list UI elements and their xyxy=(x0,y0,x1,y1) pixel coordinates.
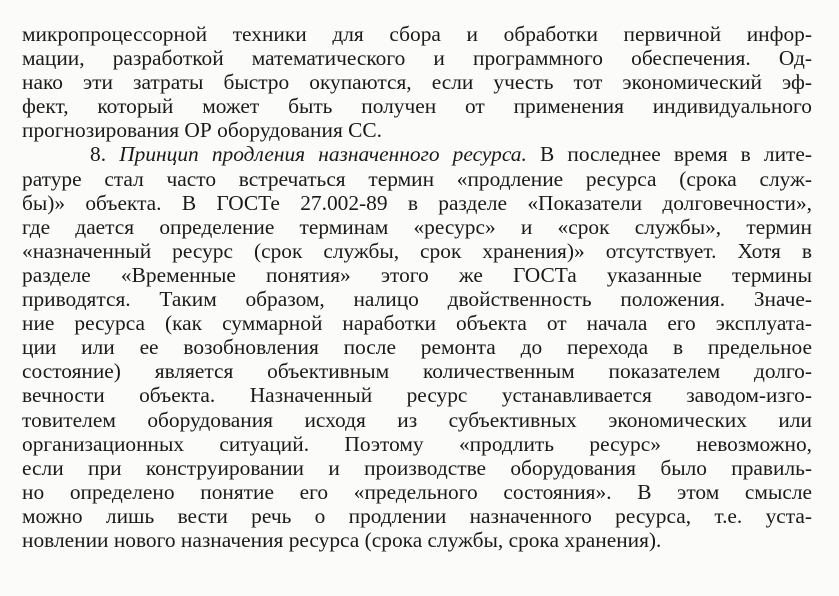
first-line-rest: В последнее время в лите- xyxy=(539,142,812,167)
paragraph-first-line xyxy=(22,142,812,166)
text-line: если при конструировании и производстве оборудования было правиль- xyxy=(22,455,812,480)
text-line: ции или ее возобновления после ремонта до перехода в предельное xyxy=(22,335,812,360)
item-number: 8. xyxy=(90,142,107,167)
text-line: фект, который может быть получен от применения индивидуального xyxy=(22,94,812,119)
text-line: но определено понятие его «предельного состояния». В этом смысле xyxy=(22,479,812,504)
text-line: организационных ситуаций. Поэтому «продлить ресурс» невозможно, xyxy=(22,431,812,456)
document-text xyxy=(22,22,812,552)
text-line: мации, разработкой математического и программного обеспечения. Од- xyxy=(22,46,812,71)
paragraph-2 xyxy=(22,142,812,552)
text-line: ние ресурса (как суммарной наработки объекта от начала его эксплуата- xyxy=(22,311,812,336)
text-line: «назначенный ресурс (срок службы, срок хранения)» отсутствует. Хотя в xyxy=(22,238,812,263)
paragraph-1 xyxy=(22,22,812,142)
text-line: товителем оборудования исходя из субъективных экономических или xyxy=(22,407,812,432)
text-line: новлении нового назначения ресурса (срока службы, срока хранения). xyxy=(22,527,662,552)
text-line: приводятся. Таким образом, налицо двойственность положения. Значе- xyxy=(22,287,812,312)
text-line: разделе «Временные понятия» этого же ГОСТа указанные термины xyxy=(22,262,812,287)
section-heading: Принцип продления назначенного ресурса. xyxy=(119,142,527,167)
text-line: нако эти затраты быстро окупаются, если учесть тот экономический эф- xyxy=(22,70,812,95)
text-line: состояние) является объективным количественным показателем долго- xyxy=(22,359,812,384)
text-line: вечности объекта. Назначенный ресурс устанавливается заводом-изго- xyxy=(22,383,812,408)
text-line: прогнозирования ОР оборудования СС. xyxy=(22,118,383,143)
text-line: ратуре стал часто встречаться термин «продление ресурса (срока служ- xyxy=(22,166,812,191)
text-line: бы)» объекта. В ГОСТе 27.002-89 в разделе «Показатели долговечности», xyxy=(22,190,812,215)
text-line: микропроцессорной техники для сбора и обработки первичной инфор- xyxy=(22,22,812,46)
text-line: можно лишь вести речь о продлении назначенного ресурса, т.е. уста- xyxy=(22,503,812,528)
text-line: где дается определение терминам «ресурс» и «срок службы», термин xyxy=(22,214,812,239)
